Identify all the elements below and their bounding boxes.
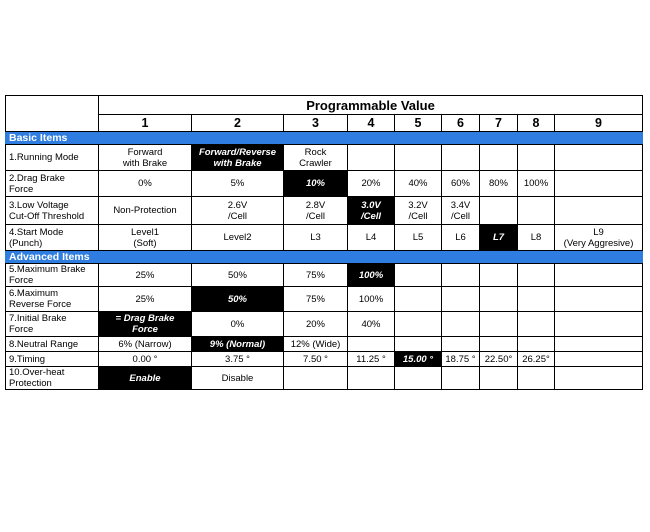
value-cell: L3 (284, 225, 348, 251)
value-cell: 3.2V /Cell (395, 197, 442, 225)
empty-cell (518, 337, 555, 352)
value-cell: Level2 (192, 225, 284, 251)
header-corner-cell-lower (6, 115, 99, 132)
empty-cell (480, 264, 518, 287)
value-cell: 25% (99, 287, 192, 312)
empty-cell (555, 171, 643, 197)
row-label: 4.Start Mode (Punch) (6, 225, 99, 251)
empty-cell (442, 337, 480, 352)
value-cell: 18.75 ° (442, 352, 480, 367)
empty-cell (395, 145, 442, 171)
row-label: 10.Over-heat Protection (6, 367, 99, 390)
column-header-1: 1 (99, 115, 192, 132)
row-label: 3.Low Voltage Cut-Off Threshold (6, 197, 99, 225)
value-cell: L9 (Very Aggresive) (555, 225, 643, 251)
value-cell: Rock Crawler (284, 145, 348, 171)
empty-cell (442, 287, 480, 312)
empty-cell (480, 287, 518, 312)
header-title-row (6, 96, 643, 115)
selected-value-cell: 50% (192, 287, 284, 312)
selected-value-cell: 3.0V /Cell (348, 197, 395, 225)
value-cell: 80% (480, 171, 518, 197)
value-cell: 0.00 ° (99, 352, 192, 367)
table-body (6, 96, 643, 390)
row-label: 7.Initial Brake Force (6, 312, 99, 337)
table-row (6, 225, 643, 251)
column-header-4: 4 (348, 115, 395, 132)
column-header-3: 3 (284, 115, 348, 132)
value-cell: Forward with Brake (99, 145, 192, 171)
section-header-advanced-items (6, 251, 643, 264)
value-cell: 20% (348, 171, 395, 197)
empty-cell (442, 367, 480, 390)
table-row (6, 171, 643, 197)
empty-cell (284, 367, 348, 390)
column-header-6: 6 (442, 115, 480, 132)
empty-cell (518, 287, 555, 312)
row-label: 1.Running Mode (6, 145, 99, 171)
selected-value-cell: = Drag Brake Force (99, 312, 192, 337)
value-cell: 100% (518, 171, 555, 197)
value-cell: 0% (99, 171, 192, 197)
value-cell: 75% (284, 264, 348, 287)
empty-cell (395, 337, 442, 352)
value-cell: 2.8V /Cell (284, 197, 348, 225)
selected-value-cell: 10% (284, 171, 348, 197)
selected-value-cell: Forward/Reverse with Brake (192, 145, 284, 171)
value-cell: 22.50° (480, 352, 518, 367)
value-cell: L5 (395, 225, 442, 251)
table-row (6, 264, 643, 287)
row-label: 5.Maximum Brake Force (6, 264, 99, 287)
column-header-5: 5 (395, 115, 442, 132)
empty-cell (442, 312, 480, 337)
value-cell: 26.25° (518, 352, 555, 367)
row-label: 2.Drag Brake Force (6, 171, 99, 197)
empty-cell (555, 287, 643, 312)
empty-cell (442, 145, 480, 171)
empty-cell (348, 367, 395, 390)
empty-cell (555, 352, 643, 367)
header-corner-cell (6, 96, 99, 115)
empty-cell (395, 287, 442, 312)
column-header-9: 9 (555, 115, 643, 132)
empty-cell (480, 197, 518, 225)
table-row (6, 287, 643, 312)
value-cell: 3.4V /Cell (442, 197, 480, 225)
value-cell: 7.50 ° (284, 352, 348, 367)
value-cell: 75% (284, 287, 348, 312)
empty-cell (518, 312, 555, 337)
value-cell: 6% (Narrow) (99, 337, 192, 352)
value-cell: Non-Protection (99, 197, 192, 225)
table-row (6, 145, 643, 171)
table-row (6, 337, 643, 352)
empty-cell (555, 145, 643, 171)
row-label: 6.Maximum Reverse Force (6, 287, 99, 312)
value-cell: 5% (192, 171, 284, 197)
value-cell: 40% (395, 171, 442, 197)
empty-cell (555, 337, 643, 352)
empty-cell (555, 197, 643, 225)
section-title: Advanced Items (6, 251, 643, 264)
header-columns-row (6, 115, 643, 132)
value-cell: Level1 (Soft) (99, 225, 192, 251)
value-cell: 2.6V /Cell (192, 197, 284, 225)
empty-cell (395, 264, 442, 287)
empty-cell (395, 367, 442, 390)
selected-value-cell: 100% (348, 264, 395, 287)
value-cell: 40% (348, 312, 395, 337)
table-row (6, 312, 643, 337)
empty-cell (518, 367, 555, 390)
empty-cell (555, 264, 643, 287)
programmable-value-table (5, 95, 643, 390)
value-cell: 100% (348, 287, 395, 312)
table-row (6, 367, 643, 390)
empty-cell (480, 312, 518, 337)
empty-cell (395, 312, 442, 337)
column-header-7: 7 (480, 115, 518, 132)
value-cell: 12% (Wide) (284, 337, 348, 352)
value-cell: 3.75 ° (192, 352, 284, 367)
empty-cell (480, 145, 518, 171)
empty-cell (555, 367, 643, 390)
programmable-value-title: Programmable Value (99, 96, 643, 115)
empty-cell (480, 367, 518, 390)
table-row (6, 352, 643, 367)
empty-cell (518, 264, 555, 287)
selected-value-cell: 15.00 ° (395, 352, 442, 367)
value-cell: L4 (348, 225, 395, 251)
value-cell: 60% (442, 171, 480, 197)
empty-cell (480, 337, 518, 352)
empty-cell (555, 312, 643, 337)
table-row (6, 197, 643, 225)
section-header-basic-items (6, 132, 643, 145)
row-label: 9.Timing (6, 352, 99, 367)
value-cell: 50% (192, 264, 284, 287)
value-cell: L6 (442, 225, 480, 251)
empty-cell (442, 264, 480, 287)
column-header-8: 8 (518, 115, 555, 132)
empty-cell (348, 337, 395, 352)
row-label: 8.Neutral Range (6, 337, 99, 352)
selected-value-cell: 9% (Normal) (192, 337, 284, 352)
column-header-2: 2 (192, 115, 284, 132)
value-cell: 0% (192, 312, 284, 337)
value-cell: 11.25 ° (348, 352, 395, 367)
selected-value-cell: Enable (99, 367, 192, 390)
value-cell: Disable (192, 367, 284, 390)
empty-cell (518, 197, 555, 225)
programmable-value-table-container (5, 95, 643, 390)
selected-value-cell: L7 (480, 225, 518, 251)
section-title: Basic Items (6, 132, 643, 145)
empty-cell (518, 145, 555, 171)
value-cell: L8 (518, 225, 555, 251)
value-cell: 25% (99, 264, 192, 287)
value-cell: 20% (284, 312, 348, 337)
empty-cell (348, 145, 395, 171)
